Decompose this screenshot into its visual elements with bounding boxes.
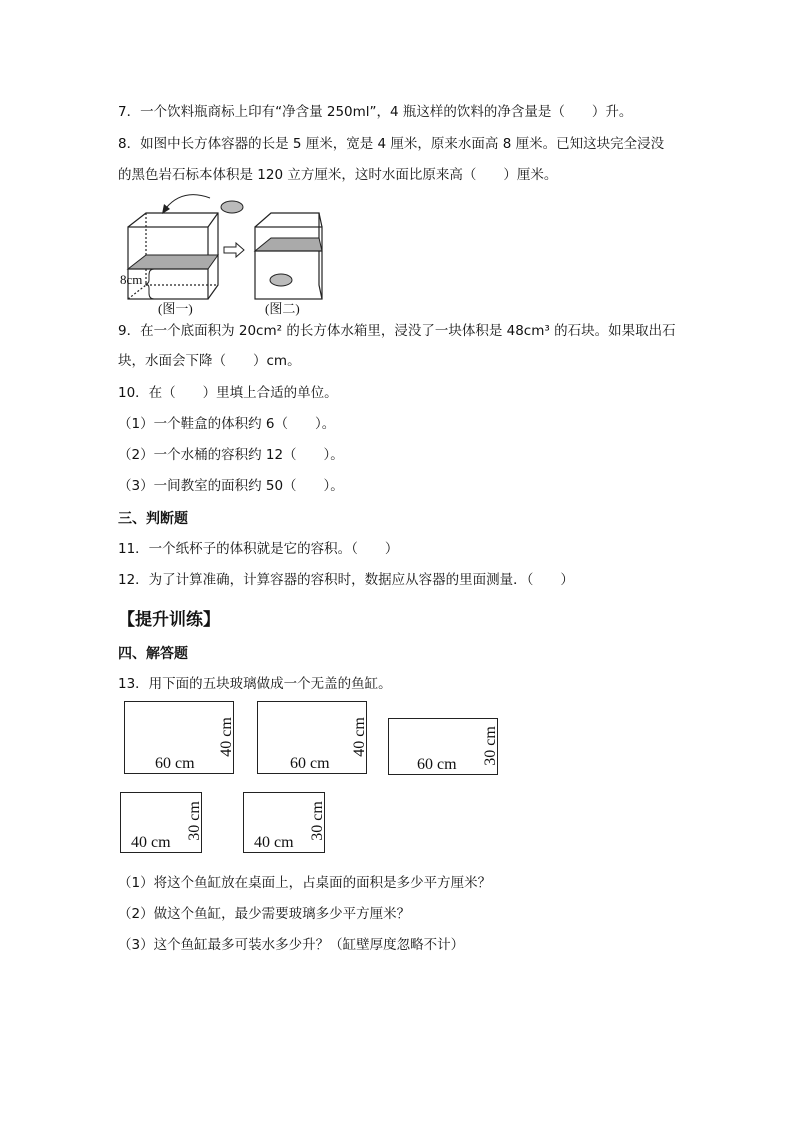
question-13: 13．用下面的五块玻璃做成一个无盖的鱼缸。 <box>118 676 392 692</box>
question-9-line1: 9．在一个底面积为 20cm² 的长方体水箱里，浸没了一块体积是 48cm³ 的石块。如果取出石 <box>118 323 676 339</box>
panel-height-label: 30 cm <box>186 801 204 841</box>
panel-width-label: 60 cm <box>417 756 457 773</box>
question-10-2: （2）一个水桶的容积约 12（ ）。 <box>118 447 344 463</box>
question-10: 10．在（ ）里填上合适的单位。 <box>118 385 338 401</box>
panel-width-label: 60 cm <box>155 755 195 772</box>
question-13-3: （3）这个鱼缸最多可装水多少升？（缸壁厚度忽略不计） <box>118 937 465 953</box>
height-label: 8cm <box>120 272 143 287</box>
section-answer-title: 四、解答题 <box>118 646 188 662</box>
figure-caption-2: (图二) <box>265 301 300 316</box>
figure-caption-1: (图一) <box>158 301 193 316</box>
container-diagram <box>118 190 348 320</box>
question-8-line2: 的黑色岩石标本体积是 120 立方厘米，这时水面比原来高（ ）厘米。 <box>118 167 558 183</box>
question-10-3: （3）一间教室的面积约 50（ ）。 <box>118 478 344 494</box>
glass-panel-1 <box>124 701 234 774</box>
improvement-heading: 【提升训练】 <box>118 610 220 630</box>
question-8-line1: 8．如图中长方体容器的长是 5 厘米，宽是 4 厘米，原来水面高 8 厘米。已知这块完全浸没 <box>118 136 665 152</box>
panel-width-label: 40 cm <box>131 834 171 851</box>
question-7: 7．一个饮料瓶商标上印有“净含量 250ml”，4 瓶这样的饮料的净含量是（ ）升。 <box>118 104 633 120</box>
question-11: 11．一个纸杯子的体积就是它的容积。（ ） <box>118 541 399 557</box>
glass-panel-2 <box>257 701 367 774</box>
panel-height-label: 40 cm <box>218 717 236 757</box>
glass-panel-5 <box>243 792 325 853</box>
question-13-2: （2）做这个鱼缸，最少需要玻璃多少平方厘米？ <box>118 906 411 922</box>
question-12: 12．为了计算准确，计算容器的容积时，数据应从容器的里面测量．（ ） <box>118 572 574 588</box>
section-judgement-title: 三、判断题 <box>118 511 188 527</box>
question-10-1: （1）一个鞋盒的体积约 6（ ）。 <box>118 416 336 432</box>
panel-width-label: 60 cm <box>290 755 330 772</box>
panel-height-label: 30 cm <box>309 801 327 841</box>
glass-panel-4 <box>120 792 202 853</box>
panel-height-label: 30 cm <box>482 726 500 766</box>
question-9-line2: 块，水面会下降（ ）cm。 <box>118 353 301 369</box>
question-13-1: （1）将这个鱼缸放在桌面上，占桌面的面积是多少平方厘米？ <box>118 875 492 891</box>
glass-panel-3 <box>388 718 498 775</box>
panel-width-label: 40 cm <box>254 834 294 851</box>
question-8-figure <box>118 190 348 320</box>
panel-height-label: 40 cm <box>351 717 369 757</box>
